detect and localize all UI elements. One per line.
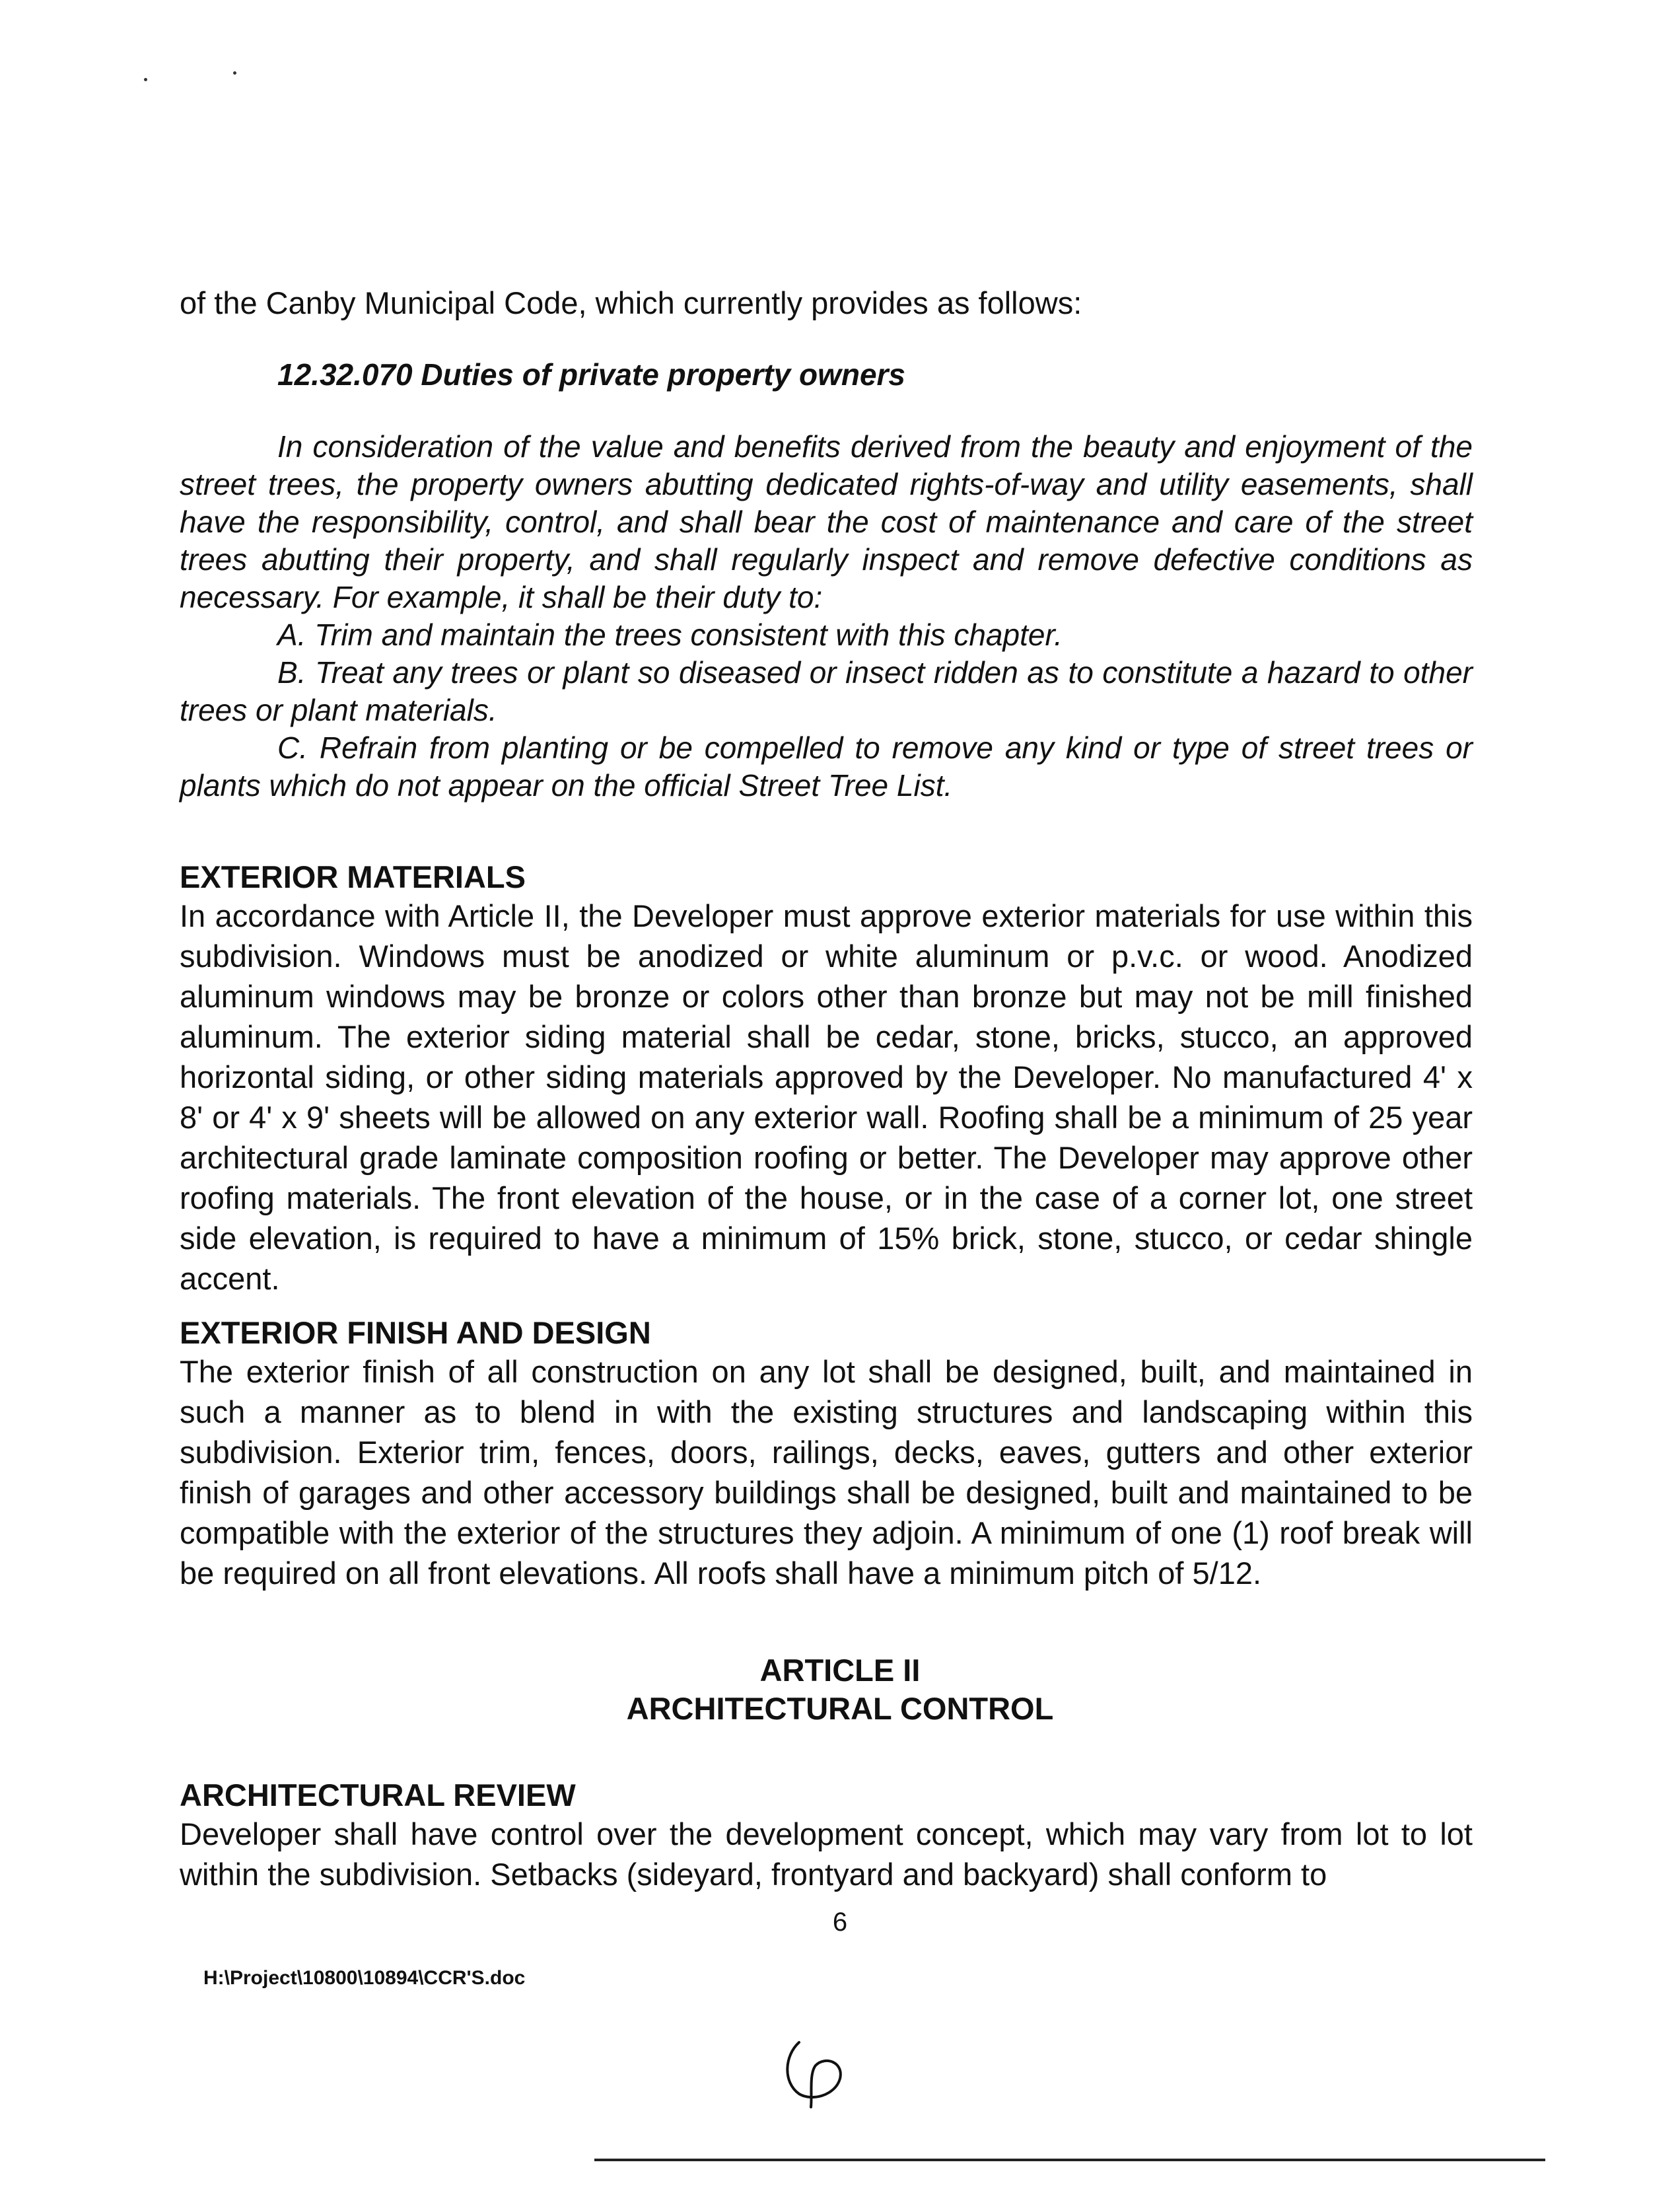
exterior-finish-body: The exterior finish of all construction on any lot shall be designed, built, and maintained in such a manner as to blend in with the existing structures and landscaping within this subdivision. Exterior trim, fences, doors, railings, decks, eaves, gutters and other exterior finish of garages and other accessory buildings shall be designed, built and maintained to be compatible with the exterior of the structures they adjoin. A minimum of one (1) roof break will be required on all front elevations. All roofs shall have a minimum pitch of 5/12. bbox=[180, 1354, 1473, 1591]
intro-line: of the Canby Municipal Code, which currently provides as follows: bbox=[180, 285, 1082, 320]
scan-specks bbox=[144, 71, 243, 85]
code-section-heading: 12.32.070 Duties of private property owners bbox=[277, 357, 906, 392]
scan-speck bbox=[233, 71, 236, 75]
code-item-a: A. Trim and maintain the trees consistent with this chapter. bbox=[277, 618, 1063, 652]
code-section-text bbox=[180, 428, 1473, 805]
exterior-materials-section bbox=[180, 859, 1473, 1299]
file-path: H:\Project\10800\10894\CCR'S.doc bbox=[203, 1967, 526, 1989]
page-number: 6 bbox=[832, 1908, 848, 1937]
architectural-review-section bbox=[180, 1777, 1473, 1894]
article-title: ARCHITECTURAL CONTROL bbox=[626, 1691, 1054, 1726]
architectural-review-body: Developer shall have control over the development concept, which may vary from lot to lot within the subdivision. Setbacks (sideyard, frontyard and backyard) shall conform to bbox=[180, 1816, 1473, 1892]
architectural-review-heading: ARCHITECTURAL REVIEW bbox=[180, 1777, 576, 1812]
exterior-materials-body: In accordance with Article II, the Developer must approve exterior materials for use within this subdivision. Windows must be anodized or white aluminum or p.v.c. or wood. Anodized aluminum windows may be bronze or colors other than bronze but may not be mill finished aluminum. The exterior siding material shall be cedar, stone, bricks, stucco, an approved horizontal siding, or other siding materials approved by the Developer. No manufactured 4' x 8' or 4' x 9' sheets will be allowed on any exterior wall. Roofing shall be a minimum of 25 year architectural grade laminate composition roofing or better. The Developer may approve other roofing materials. The front elevation of the house, or in the case of a corner lot, one street side elevation, is required to have a minimum of 15% brick, stone, stucco, or cedar shingle accent. bbox=[180, 898, 1473, 1296]
article-number: ARTICLE II bbox=[759, 1653, 921, 1688]
article-heading bbox=[0, 1651, 1680, 1728]
exterior-finish-heading: EXTERIOR FINISH AND DESIGN bbox=[180, 1315, 651, 1350]
bottom-rule bbox=[594, 2159, 1545, 2161]
exterior-finish-section bbox=[180, 1314, 1473, 1593]
code-paragraph: In consideration of the value and benefits derived from the beauty and enjoyment of the street trees, the property owners abutting dedicated rights-of-way and utility easements, shall have the responsibility, control, and shall bear the cost of maintenance and care of the street trees abutting their property, and shall regularly inspect and remove defective conditions as necessary. For example, it shall be their duty to: bbox=[180, 429, 1473, 614]
code-item-c: C. Refrain from planting or be compelled to remove any kind or type of street trees or plants which do not appear on the official Street Tree List. bbox=[180, 731, 1473, 803]
handwritten-page-mark bbox=[779, 2036, 858, 2108]
exterior-materials-heading: EXTERIOR MATERIALS bbox=[180, 859, 526, 894]
code-item-b: B. Treat any trees or plant so diseased or insect ridden as to constitute a hazard to other trees or plant materials. bbox=[180, 655, 1473, 727]
scan-speck bbox=[144, 78, 147, 81]
